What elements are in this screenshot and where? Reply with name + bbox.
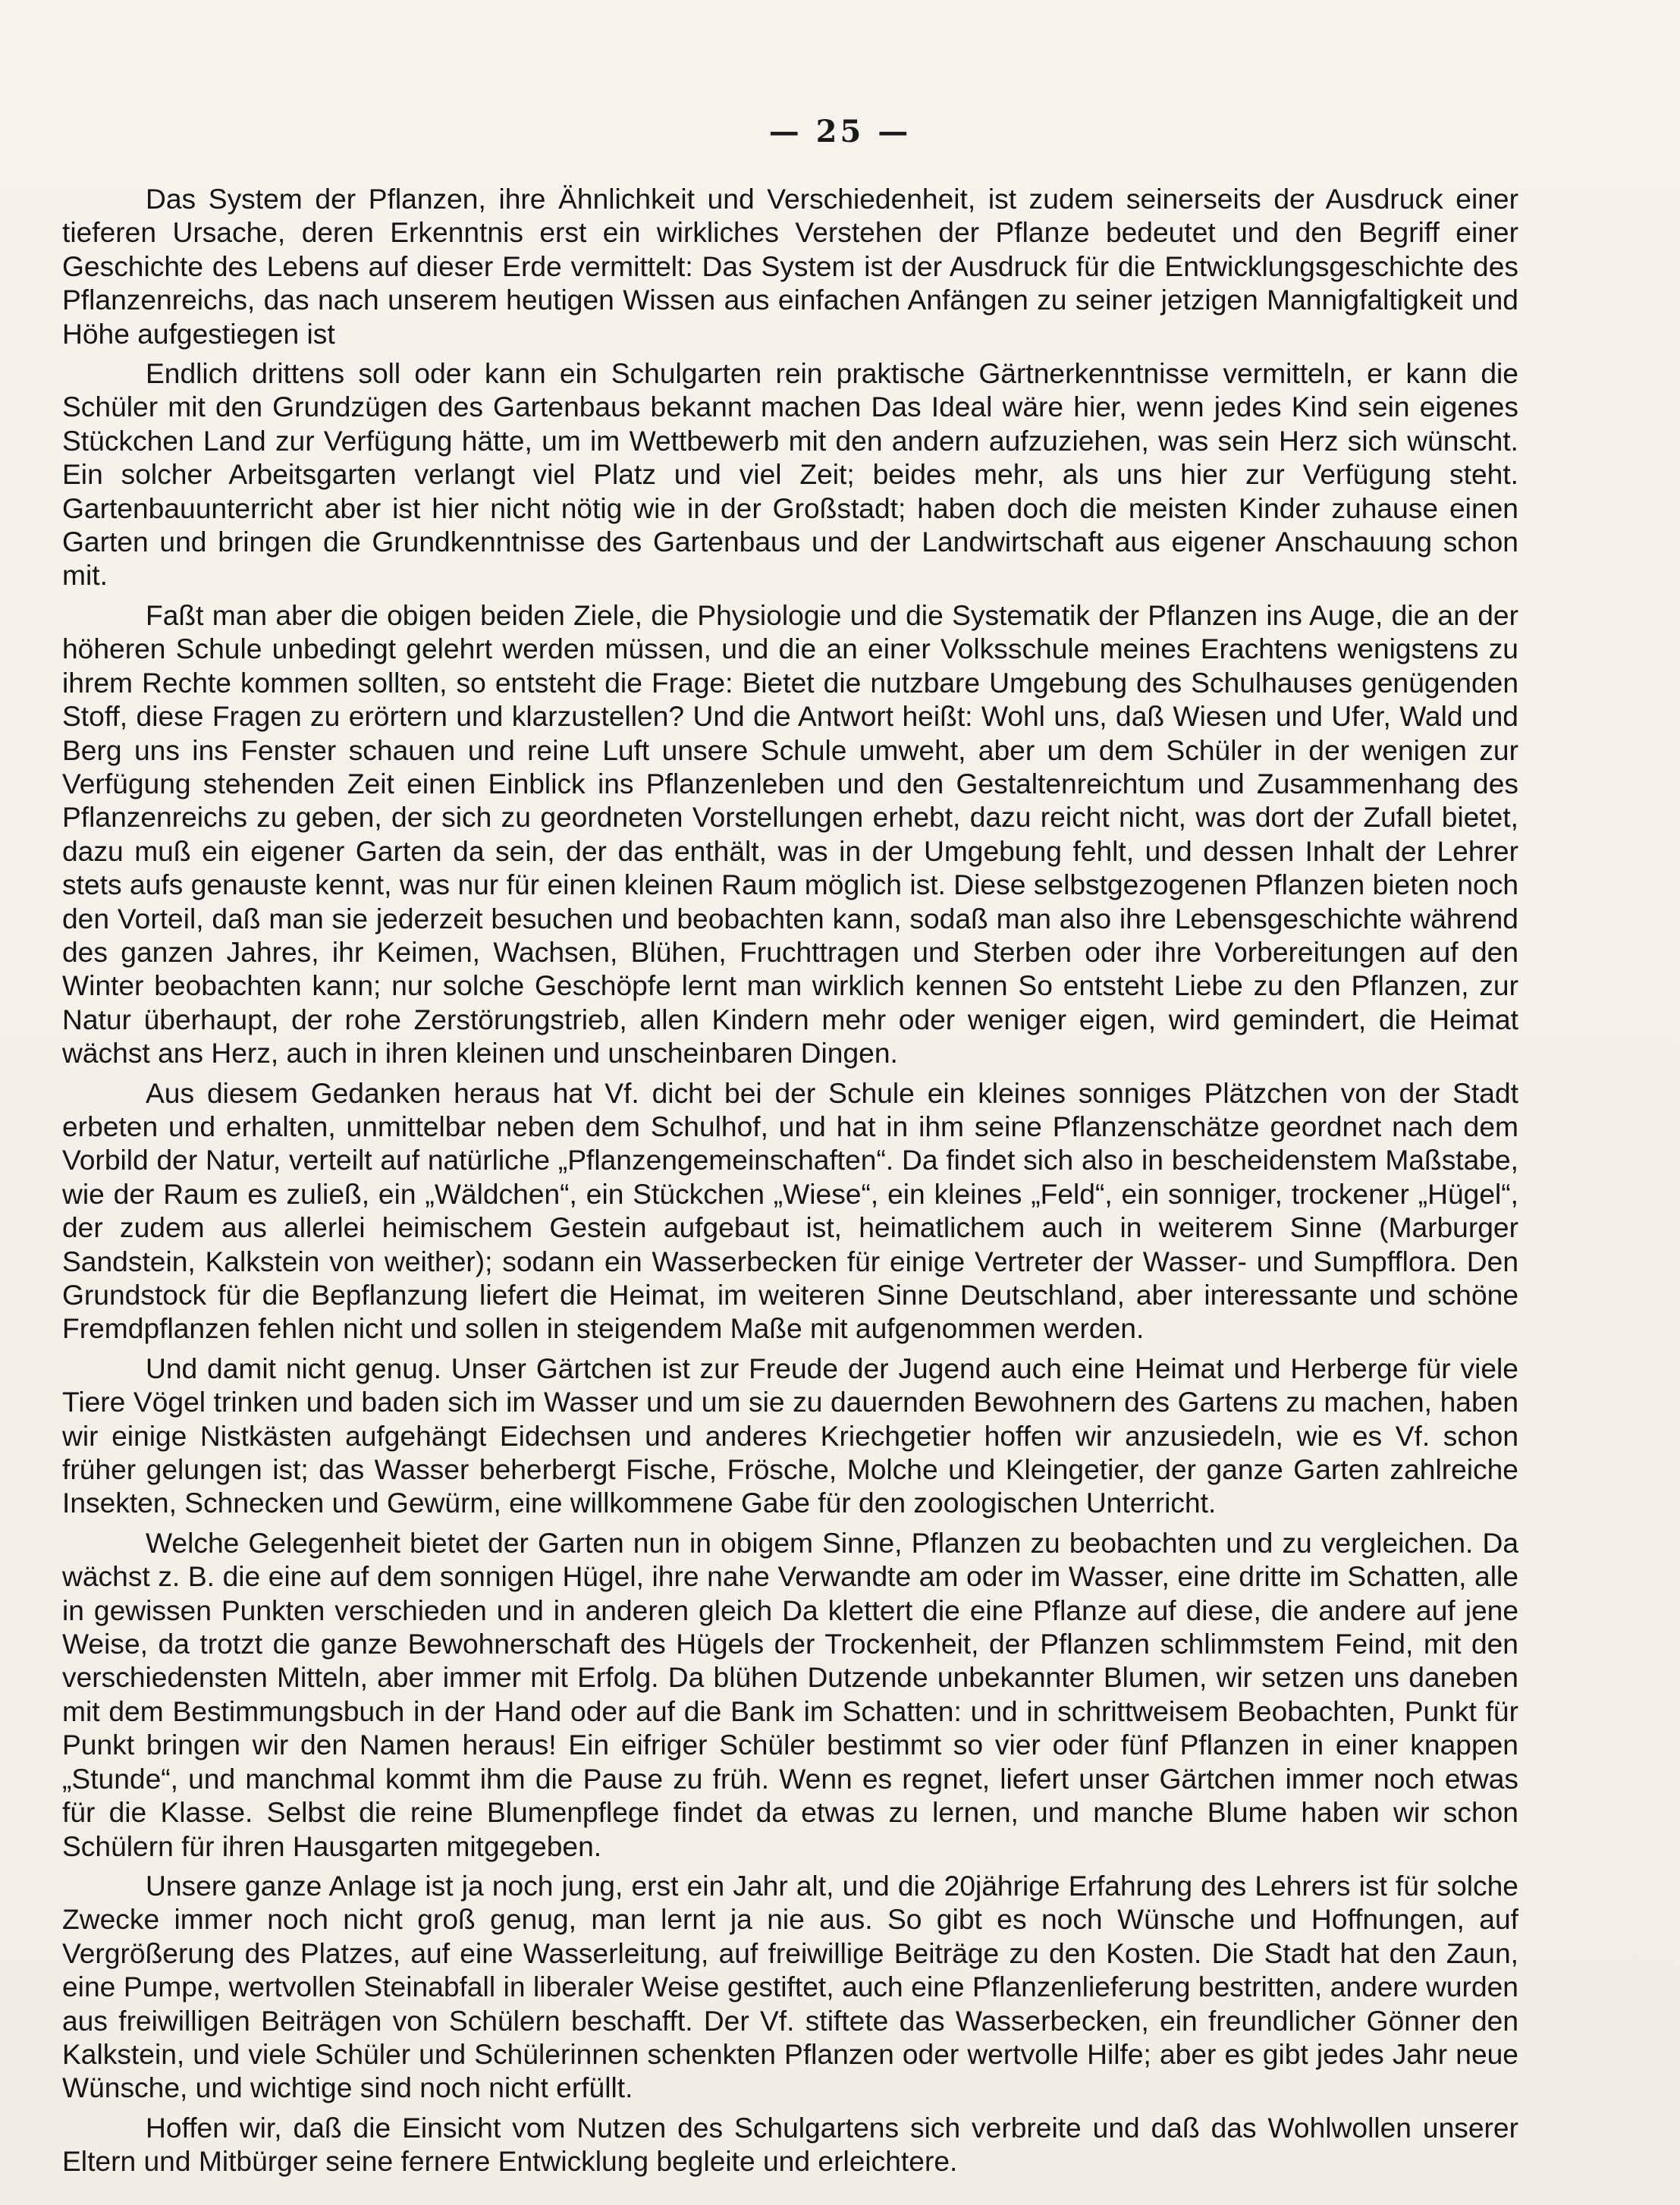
paragraph: Und damit nicht genug. Unser Gärtchen ist zur Freude der Jugend auch eine Heimat und Herberge für viele Tiere Vögel trinken und baden sich im Wasser und um sie zu dauernden Bewohnern des Gartens zu machen, haben wir einige Nistkästen aufgehängt Eidechsen und anderes Kriechgetier hoffen wir anzusiedeln, wie es Vf. schon früher gelungen ist; das Wasser beherbergt Fische, Frösche, Molche und Kleingetier, der ganze Garten zahlreiche Insekten, Schnecken und Gewürm, eine willkommene Gabe für den zoologischen Unterricht. — [62, 1352, 1518, 1519]
paragraph: Das System der Pflanzen, ihre Ähnlichkeit und Verschiedenheit, ist zudem seinerseits der Ausdruck einer tieferen Ursache, deren Erkenntnis erst ein wirkliches Verstehen der Pflanze bedeutet und den Begriff einer Geschichte des Lebens auf dieser Erde vermittelt: Das System ist der Ausdruck für die Entwicklungsgeschichte des Pflanzenreichs, das nach unserem heutigen Wissen aus einfachen Anfängen zu seiner jetzigen Mannigfaltigkeit und Höhe aufgestiegen ist — [62, 183, 1518, 350]
paragraph: Endlich drittens soll oder kann ein Schulgarten rein praktische Gärtnerkenntnisse vermitteln, er kann die Schüler mit den Grundzügen des Gartenbaus bekannt machen Das Ideal wäre hier, wenn jedes Kind sein eigenes Stückchen Land zur Verfügung hätte, um im Wettbewerb mit den andern aufzuziehen, was sein Herz sich wünscht. Ein solcher Arbeitsgarten verlangt viel Platz und viel Zeit; beides mehr, als uns hier zur Verfügung steht. Gartenbauunterricht aber ist hier nicht nötig wie in der Großstadt; haben doch die meisten Kinder zuhause einen Garten und bringen die Grundkenntnisse des Gartenbaus und der Landwirtschaft aus eigener Anschauung schon mit. — [62, 357, 1518, 592]
paragraph: Welche Gelegenheit bietet der Garten nun in obigem Sinne, Pflanzen zu beobachten und zu vergleichen. Da wächst z. B. die eine auf dem sonnigen Hügel, ihre nahe Verwandte am oder im Wasser, eine dritte im Schatten, alle in gewissen Punkten verschieden und in anderen gleich Da klettert die eine Pflanze auf diese, die andere auf jene Weise, da trotzt die ganze Bewohnerschaft des Hügels der Trockenheit, der Pflanzen schlimmstem Feind, mit den verschiedensten Mitteln, aber immer mit Erfolg. Da blühen Dutzende unbekannter Blumen, wir setzen uns daneben mit dem Bestimmungsbuch in der Hand oder auf die Bank im Schatten: und in schrittweisem Beobachten, Punkt für Punkt bringen wir den Namen heraus! Ein eifriger Schüler bestimmt so vier oder fünf Pflanzen in einer knappen „Stunde“, und manchmal kommt ihm die Pause zu früh. Wenn es regnet, liefert unser Gärtchen immer noch etwas für die Klasse. Selbst die reine Blumenpflege findet da etwas zu lernen, und manche Blume haben wir schon Schülern für ihren Hausgarten mitgegeben. — [62, 1526, 1518, 1862]
paragraph: Hoffen wir, daß die Einsicht vom Nutzen des Schulgartens sich verbreite und daß das Wohlwollen unserer Eltern und Mitbürger seine fernere Entwicklung begleite und erleichtere. — [62, 2111, 1518, 2178]
paragraph: Aus diesem Gedanken heraus hat Vf. dicht bei der Schule ein kleines sonniges Plätzchen von der Stadt erbeten und erhalten, unmittelbar neben dem Schulhof, und hat in ihm seine Pflanzenschätze geordnet nach dem Vorbild der Natur, verteilt auf natürliche „Pflanzengemeinschaften“. Da findet sich also in bescheidenstem Maßstabe, wie der Raum es zuließ, ein „Wäldchen“, ein Stückchen „Wiese“, ein kleines „Feld“, ein sonniger, trockener „Hügel“, der zudem aus allerlei heimischem Gestein aufgebaut ist, heimatlichem auch in weiterem Sinne (Marburger Sandstein, Kalkstein von weither); sodann ein Wasserbecken für einige Vertreter der Wasser- und Sumpfflora. Den Grundstock für die Bepflanzung liefert die Heimat, im weiteren Sinne Deutschland, aber interessante und schöne Fremdpflanzen fehlen nicht und sollen in steigendem Maße mit aufgenommen werden. — [62, 1076, 1518, 1345]
page-number: — 25 — — [768, 114, 912, 149]
body-text — [62, 182, 1518, 2185]
paragraph: Faßt man aber die obigen beiden Ziele, die Physiologie und die Systematik der Pflanzen ins Auge, die an der höheren Schule unbedingt gelehrt werden müssen, und die an einer Volksschule meines Erachtens wenigstens zu ihrem Rechte kommen sollten, so entsteht die Frage: Bietet die nutzbare Umgebung des Schulhauses genügenden Stoff, diese Fragen zu erörtern und klarzustellen? Und die Antwort heißt: Wohl uns, daß Wiesen und Ufer, Wald und Berg uns ins Fenster schauen und reine Luft unsere Schule umweht, aber um dem Schüler in der wenigen zur Verfügung stehenden Zeit einen Einblick ins Pflanzenleben und den Gestaltenreichtum und Zusammenhang des Pflanzenreichs zu geben, der sich zu geordneten Vorstellungen erhebt, dazu reicht nicht, was dort der Zufall bietet, dazu muß ein eigener Garten da sein, der das enthält, was in der Umgebung fehlt, und dessen Inhalt der Lehrer stets aufs genauste kennt, was nur für einen kleinen Raum möglich ist. Diese selbstgezogenen Pflanzen bieten noch den Vorteil, daß man sie jederzeit besuchen und beobachten kann, sodaß man also ihre Lebensgeschichte während des ganzen Jahres, ihr Keimen, Wachsen, Blühen, Fruchttragen und Sterben oder ihre Vorbereitungen auf den Winter beobachten kann; nur solche Geschöpfe lernt man wirklich kennen So entsteht Liebe zu den Pflanzen, zur Natur überhaupt, der rohe Zerstörungstrieb, allen Kindern mehr oder weniger eigen, wird gemindert, die Heimat wächst ans Herz, auch in ihren kleinen und unscheinbaren Dingen. — [62, 598, 1518, 1070]
paragraph: Unsere ganze Anlage ist ja noch jung, erst ein Jahr alt, und die 20jährige Erfahrung des Lehrers ist für solche Zwecke immer noch nicht groß genug, man lernt ja nie aus. So gibt es noch Wünsche und Hoffnungen, auf Vergrößerung des Platzes, auf eine Wasserleitung, auf freiwillige Beiträge zu den Kosten. Die Stadt hat den Zaun, eine Pumpe, wertvollen Steinabfall in liberaler Weise gestiftet, auch eine Pflanzenlieferung bestritten, andere wurden aus freiwilligen Beiträgen von Schülern beschafft. Der Vf. stiftete das Wasserbecken, ein freundlicher Gönner den Kalkstein, und viele Schüler und Schülerinnen schenkten Pflanzen oder wertvolle Hilfe; aber es gibt jedes Jahr neue Wünsche, und wichtige sind noch nicht erfüllt. — [62, 1869, 1518, 2104]
